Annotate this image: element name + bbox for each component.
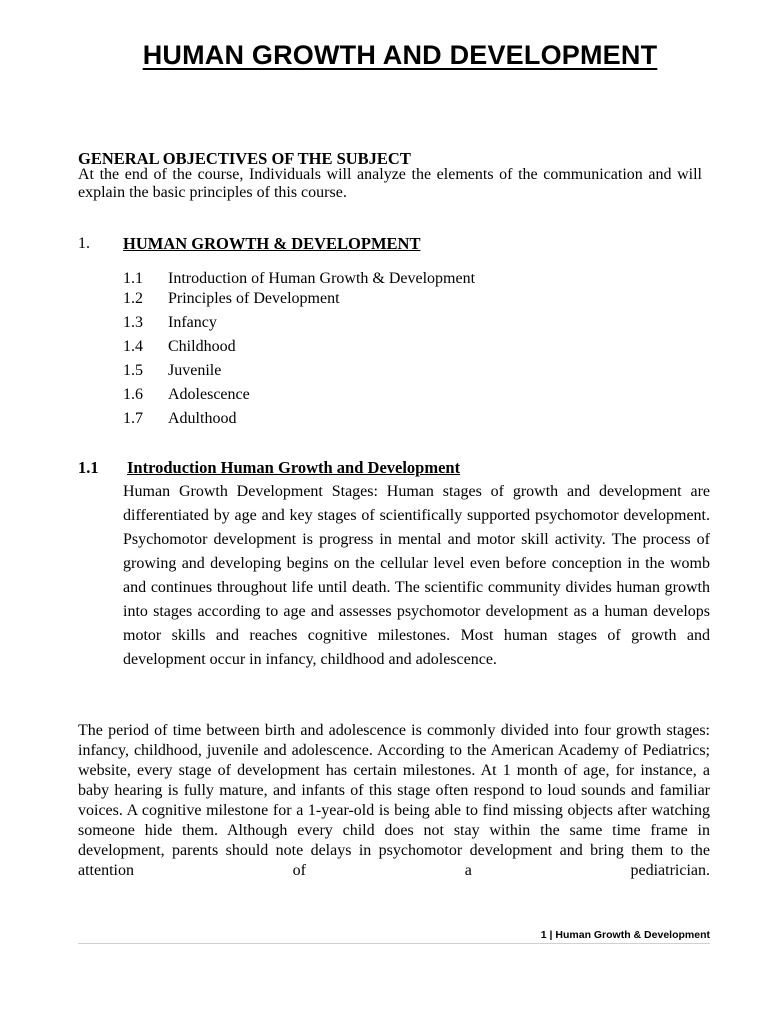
page-footer [541,929,710,941]
toc-item-number: 1.2 [123,290,143,307]
toc-item-number: 1.7 [123,410,143,427]
page-title: HUMAN GROWTH AND DEVELOPMENT [142,40,658,70]
footer-title: Human Growth & Development [555,929,710,941]
toc-item [123,386,250,404]
toc-item-number: 1.4 [123,338,143,355]
subsection-number: 1.1 [78,458,99,477]
subsection-title: Introduction Human Growth and Development [127,458,461,477]
objectives-heading: GENERAL OBJECTIVES OF THE SUBJECT [78,149,411,168]
objectives-text: At the end of the course, Individuals will analyze the elements of the communication and will explain the basic principles of this course. [78,166,702,201]
toc-item [123,314,217,332]
intro-paragraph: Human Growth Development Stages: Human stages of growth and development are differentiated by age and key stages of scientifically supported psychomotor development. Psychomotor development is progress in mental and motor skill activity. The process of growing and developing begins on the cellular level even before conception in the womb and continues throughout life until death. The scientific community divides human growth into stages according to age and assesses psychomotor development as a human develops motor skills and reaches cognitive milestones. Most human stages of growth and development occur in infancy, childhood and adolescence. [123,483,710,668]
toc-item-label: Adulthood [168,410,237,427]
toc-item-number: 1.1 [123,270,143,287]
toc-item [123,290,340,308]
growth-stages-paragraph: The period of time between birth and adolescence is commonly divided into four growth stages: infancy, childhood, juvenile and adolescence. According to the American Academy of Pediatrics; website, every stage of development has certain milestones. At 1 month of age, for instance, a baby hearing is fully mature, and infants of this stage often respond to loud sounds and familiar voices. A cognitive milestone for a 1-year-old is being able to find missing objects after watching someone hide them. Although every child does not stay within the same time frame in development, parents should note delays in psychomotor development and bring them to the attention of a pediatrician. [78,722,710,879]
toc-item-label: Adolescence [168,386,250,403]
footer-separator: | [549,929,553,941]
section-title: HUMAN GROWTH & DEVELOPMENT [123,234,421,253]
toc-item-number: 1.5 [123,362,143,379]
toc-item [123,410,236,428]
toc-item [123,270,475,288]
section-number: 1. [78,235,90,252]
toc-item-label: Juvenile [168,362,222,379]
toc-item-number: 1.3 [123,314,143,331]
toc-item [123,362,221,380]
toc-item-label: Principles of Development [168,290,340,307]
toc-item [123,338,236,356]
page-number: 1 [540,929,547,941]
toc-item-label: Introduction of Human Growth & Development [168,270,476,287]
footer-divider [78,943,710,944]
toc-item-number: 1.6 [123,386,143,403]
toc-item-label: Childhood [168,338,236,355]
toc-item-label: Infancy [168,314,217,331]
